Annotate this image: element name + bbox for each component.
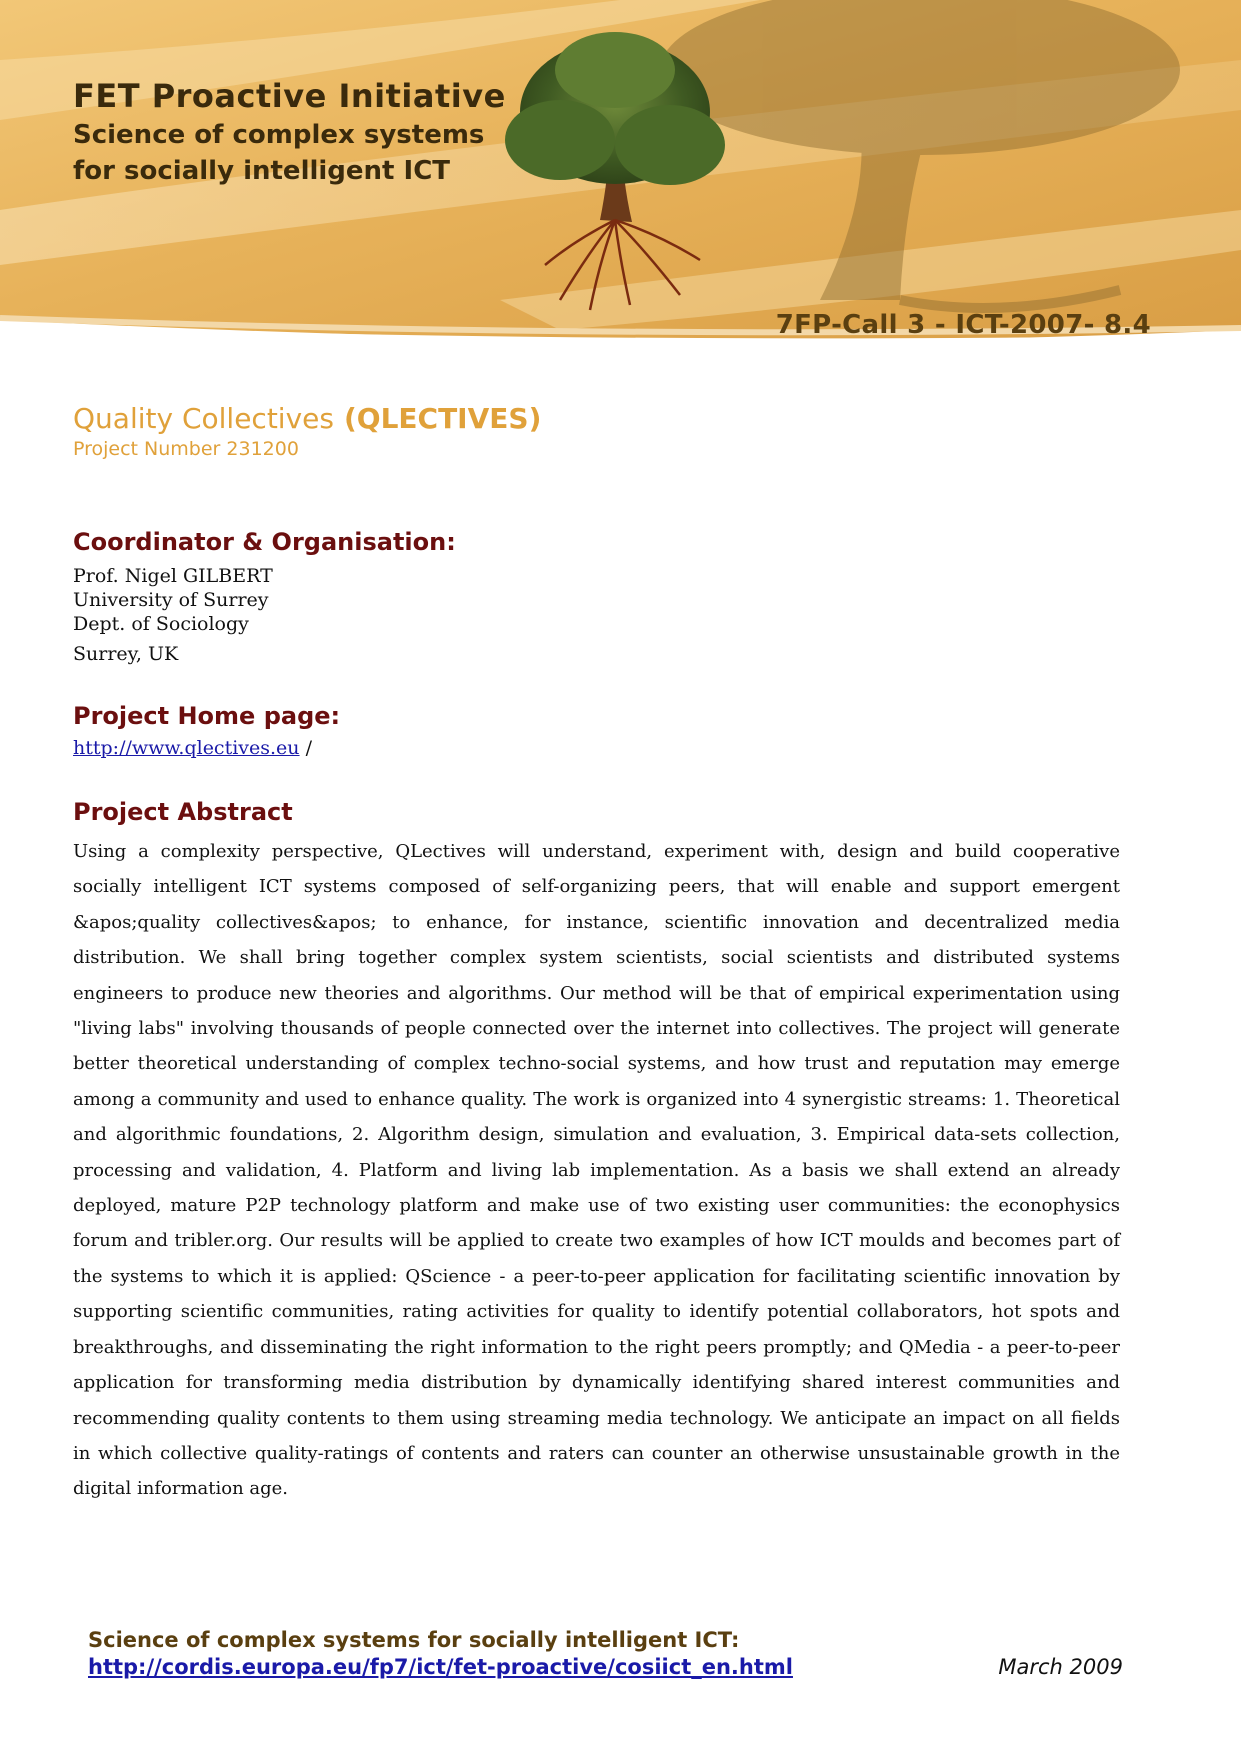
footer-title: Science of complex systems for socially intelligent ICT: [88, 1628, 740, 1652]
abstract-heading: Project Abstract [73, 798, 293, 826]
coordinator-department: Dept. of Sociology [73, 613, 249, 635]
homepage-line [73, 737, 312, 759]
header-banner [0, 0, 1241, 370]
banner-subtitle-line1: Science of complex systems [73, 120, 485, 150]
coordinator-heading: Coordinator & Organisation: [73, 528, 456, 556]
project-acronym: (QLECTIVES) [343, 402, 542, 435]
project-title [73, 402, 541, 435]
homepage-link[interactable]: http://www.qlectives.eu [73, 737, 300, 759]
banner-title: FET Proactive Initiative [73, 77, 506, 115]
abstract-text: Using a complexity perspective, QLectives will understand, experiment with, design and build cooperative socially intelligent ICT systems composed of self-organizing peers, that will enable and support emergent &apos;quality collectives&apos; to enhance, for instance, scientific innovation and decentralized media distribution. We shall bring together complex system scientists, social scientists and distributed systems engineers to produce new theories and algorithms. Our method will be that of empirical experimentation using "living labs" involving thousands of people connected over the internet into collectives. The project will generate better theoretical understanding of complex techno-social systems, and how trust and reputation may emerge among a community and used to enhance quality. The work is organized into 4 synergistic streams: 1. Theoretical and algorithmic foundations, 2. Algorithm design, simulation and evaluation, 3. Empirical data-sets collection, processing and validation, 4. Platform and living lab implementation. As a basis we shall extend an already deployed, mature P2P technology platform and make use of two existing user communities: the econophysics forum and tribler.org. Our results will be applied to create two examples of how ICT moulds and becomes part of the systems to which it is applied: QScience - a peer-to-peer application for facilitating scientific innovation by supporting scientific communities, rating activities for quality to identify potential collaborators, hot spots and breakthroughs, and disseminating the right information to the right peers promptly; and QMedia - a peer-to-peer application for transforming media distribution by dynamically identifying shared interest communities and recommending quality contents to them using streaming media technology. We anticipate an impact on all fields in which collective quality-ratings of contents and raters can counter an otherwise unsustainable growth in the digital information age. [73, 841, 1120, 1500]
project-title-text: Quality Collectives [73, 402, 334, 435]
banner-subtitle-line2: for socially intelligent ICT [73, 156, 451, 186]
homepage-suffix: / [299, 737, 312, 759]
coordinator-location: Surrey, UK [73, 643, 179, 665]
call-label: 7FP-Call 3 - ICT-2007- 8.4 [775, 310, 1151, 340]
homepage-heading: Project Home page: [73, 702, 341, 730]
coordinator-university: University of Surrey [73, 589, 269, 611]
footer-date: March 2009 [998, 1655, 1123, 1679]
coordinator-name: Prof. Nigel GILBERT [73, 565, 273, 587]
footer-link[interactable]: http://cordis.europa.eu/fp7/ict/fet-proactive/cosiict_en.html [88, 1655, 793, 1679]
project-number: Project Number 231200 [73, 438, 299, 460]
